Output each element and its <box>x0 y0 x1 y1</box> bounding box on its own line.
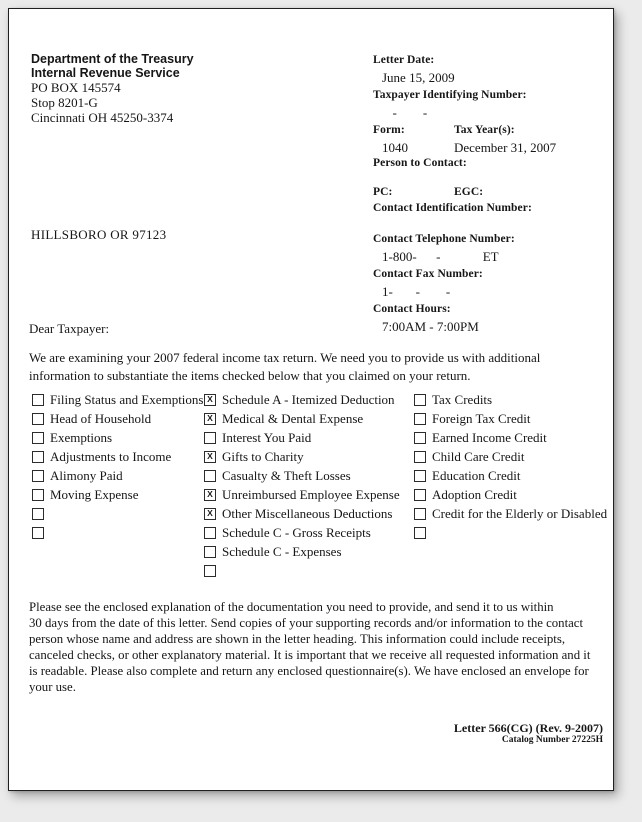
checklist-item-label: Unreimbursed Employee Expense <box>222 486 400 502</box>
unchecked-checkbox-icon <box>32 489 44 501</box>
checklist-item <box>32 409 203 428</box>
checklist-item <box>32 447 203 466</box>
sender-city: Cincinnati OH 45250-3374 <box>31 110 174 125</box>
salutation: Dear Taxpayer: <box>29 321 110 336</box>
phone-label: Contact Telephone Number: <box>373 233 515 245</box>
checklist-item <box>204 523 400 542</box>
unchecked-checkbox-icon <box>32 451 44 463</box>
checklist-item-label: Casualty & Theft Losses <box>222 467 351 483</box>
checklist-item <box>204 542 400 561</box>
contact-details-fields <box>373 231 515 335</box>
checklist-item-label: Head of Household <box>50 410 152 426</box>
unchecked-checkbox-icon <box>414 451 426 463</box>
checklist-item-label: Schedule A - Itemized Deduction <box>222 391 395 407</box>
checklist-item <box>414 485 607 504</box>
sender-stop: Stop 8201-G <box>31 95 98 110</box>
letter-date-value: June 15, 2009 <box>382 70 455 86</box>
unchecked-checkbox-icon <box>414 489 426 501</box>
checklist-item-label: Foreign Tax Credit <box>432 410 531 426</box>
unchecked-checkbox-icon <box>414 470 426 482</box>
irs-letter-page <box>8 8 614 791</box>
unchecked-checkbox-icon <box>32 394 44 406</box>
checklist-item-label: Credit for the Elderly or Disabled <box>432 505 608 521</box>
checklist-item <box>32 504 203 523</box>
checklist-item <box>204 447 400 466</box>
checklist-column-2 <box>204 390 400 580</box>
checklist-item <box>204 409 400 428</box>
form-value: 1040 <box>382 140 408 156</box>
checklist-item-label: Moving Expense <box>50 486 139 502</box>
checklist-item <box>32 466 203 485</box>
tin-label: Taxpayer Identifying Number: <box>373 88 527 101</box>
checklist-item-label: Adoption Credit <box>432 486 517 502</box>
unchecked-checkbox-icon <box>204 432 216 444</box>
unchecked-checkbox-icon <box>414 527 426 539</box>
checked-checkbox-icon: X <box>204 394 216 406</box>
catalog-number: Catalog Number 27225H <box>501 735 603 745</box>
hours-value: 7:00AM - 7:00PM <box>382 319 479 335</box>
checklist-item <box>32 428 203 447</box>
checklist-column-3 <box>414 390 607 542</box>
unchecked-checkbox-icon <box>32 527 44 539</box>
checklist-item-label: Adjustments to Income <box>50 448 172 464</box>
checklist-item <box>414 447 607 466</box>
contact-id-label: Contact Identification Number: <box>373 202 532 214</box>
unchecked-checkbox-icon <box>414 432 426 444</box>
checklist-item <box>204 390 400 409</box>
checklist-item-label: Child Care Credit <box>432 448 525 464</box>
checked-checkbox-icon: X <box>204 489 216 501</box>
unchecked-checkbox-icon <box>204 546 216 558</box>
hours-label: Contact Hours: <box>373 302 451 315</box>
checklist-item <box>414 523 607 542</box>
closing-paragraph: Please see the enclosed explanation of the documentation you need to provide, and send it to us within 30 days from the date of this letter. Send copies of your supporting records and/or information to the contact person whose name and address are shown in the letter heading. This information could include receipts, canceled checks, or other explanatory material. It is important that we receive all requested information and it is readable. Please also complete and return any enclosed questionnaire(s). We have enclosed an envelope for your use. <box>29 600 591 694</box>
checklist-item-label: Tax Credits <box>432 391 493 407</box>
fax-value: 1- - - <box>382 284 451 300</box>
unchecked-checkbox-icon <box>32 508 44 520</box>
letter-footer <box>454 721 603 746</box>
unchecked-checkbox-icon <box>414 394 426 406</box>
unchecked-checkbox-icon <box>32 432 44 444</box>
letter-date-label: Letter Date: <box>373 54 435 66</box>
checklist-item <box>414 428 607 447</box>
checklist-item <box>204 561 400 580</box>
tax-year-label: Tax Year(s): <box>454 123 515 136</box>
sender-department: Department of the Treasury <box>31 52 194 66</box>
tax-year-value: December 31, 2007 <box>454 140 557 156</box>
pc-label: PC: <box>373 186 393 198</box>
checked-checkbox-icon: X <box>204 413 216 425</box>
unchecked-checkbox-icon <box>32 470 44 482</box>
checklist-item-label: Gifts to Charity <box>222 448 304 464</box>
checklist-item <box>204 504 400 523</box>
checklist-item <box>32 390 203 409</box>
checklist-item-label: Education Credit <box>432 467 521 483</box>
unchecked-checkbox-icon <box>204 527 216 539</box>
checklist-item <box>414 504 607 523</box>
checklist-item <box>204 485 400 504</box>
letter-header-fields <box>373 52 556 156</box>
phone-value: 1-800- - ET <box>382 249 499 265</box>
checklist-item-label: Interest You Paid <box>222 429 312 445</box>
checklist-item-label: Earned Income Credit <box>432 429 547 445</box>
checklist-item-label: Alimony Paid <box>50 467 123 483</box>
checklist-item-label: Medical & Dental Expense <box>222 410 364 426</box>
checklist-item <box>414 409 607 428</box>
contact-person-fields <box>373 155 532 216</box>
sender-agency: Internal Revenue Service <box>31 66 180 80</box>
checklist-item-label: Schedule C - Expenses <box>222 543 342 559</box>
fax-label: Contact Fax Number: <box>373 267 483 280</box>
tin-value: - - <box>373 105 428 121</box>
unchecked-checkbox-icon <box>204 565 216 577</box>
checked-checkbox-icon: X <box>204 451 216 463</box>
checklist-item-label: Other Miscellaneous Deductions <box>222 505 393 521</box>
checklist-item-label: Exemptions <box>50 429 113 445</box>
checklist-item-label: Schedule C - Gross Receipts <box>222 524 371 540</box>
egc-label: EGC: <box>454 186 484 198</box>
checklist-column-1 <box>32 390 203 542</box>
checklist-item-label: Filing Status and Exemptions <box>50 391 204 407</box>
form-label: Form: <box>373 123 405 136</box>
checklist-item <box>414 390 607 409</box>
unchecked-checkbox-icon <box>204 470 216 482</box>
letter-number: Letter 566(CG) (Rev. 9-2007) <box>453 721 603 735</box>
recipient-city-line: HILLSBORO OR 97123 <box>31 227 167 242</box>
sender-po-box: PO BOX 145574 <box>31 80 121 95</box>
checklist-item <box>204 466 400 485</box>
checklist-item <box>204 428 400 447</box>
unchecked-checkbox-icon <box>414 508 426 520</box>
checklist-item <box>32 485 203 504</box>
checklist-item <box>414 466 607 485</box>
unchecked-checkbox-icon <box>414 413 426 425</box>
unchecked-checkbox-icon <box>32 413 44 425</box>
checklist-item <box>32 523 203 542</box>
checked-checkbox-icon: X <box>204 508 216 520</box>
intro-paragraph: We are examining your 2007 federal income tax return. We need you to provide us with additional information to substantiate the items checked below that you claimed on your return. <box>29 350 541 383</box>
person-to-contact-label: Person to Contact: <box>373 157 467 169</box>
sender-address-block <box>31 52 194 125</box>
